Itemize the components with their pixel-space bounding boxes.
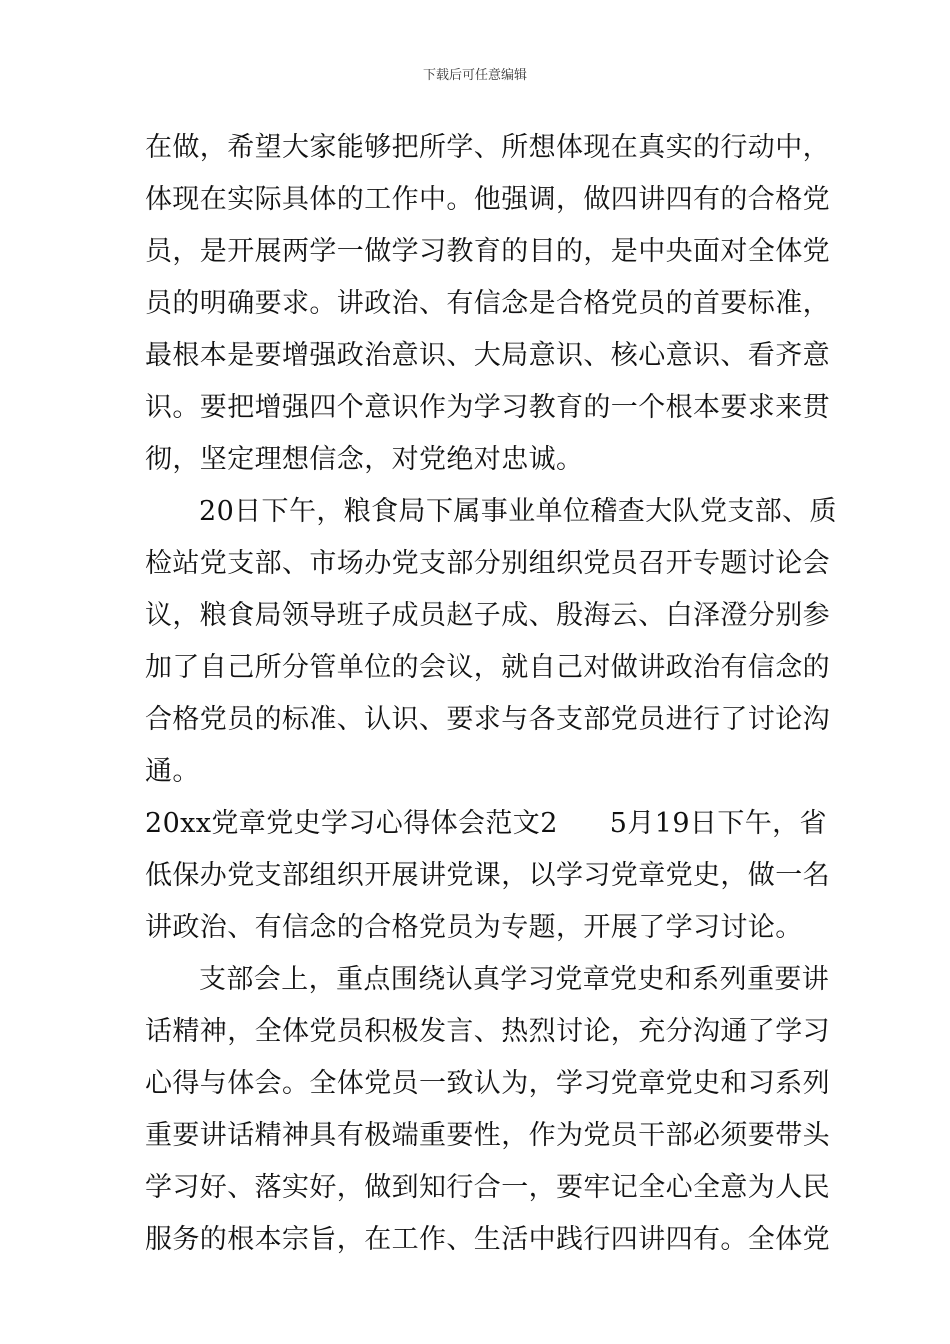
text-line: 重要讲话精神具有极端重要性，作为党员干部必须要带头 xyxy=(145,1120,830,1151)
text-line: 检站党支部、市场办党支部分别组织党员召开专题讨论会 xyxy=(145,548,830,579)
text-line: 在做，希望大家能够把所学、所想体现在真实的行动中， xyxy=(145,132,830,163)
text-line: 学习好、落实好，做到知行合一，要牢记全心全意为人民 xyxy=(145,1172,830,1203)
text-line: 通。 xyxy=(145,756,200,787)
text-line: 员，是开展两学一做学习教育的目的，是中央面对全体党 xyxy=(145,236,830,267)
page-header: 下载后可任意编辑 xyxy=(422,68,527,83)
text-line: 20日下午，粮食局下属事业单位稽查大队党支部、质 xyxy=(199,496,837,527)
text-line: 议，粮食局领导班子成员赵子成、殷海云、白泽澄分别参 xyxy=(145,600,830,631)
text-line: 彻，坚定理想信念，对党绝对忠诚。 xyxy=(145,444,584,475)
text-line: 加了自己所分管单位的会议，就自己对做讲政治有信念的 xyxy=(145,652,830,683)
text-line: 员的明确要求。讲政治、有信念是合格党员的首要标准， xyxy=(145,288,830,319)
text-line: 讲政治、有信念的合格党员为专题，开展了学习讨论。 xyxy=(145,912,803,943)
text-line: 合格党员的标准、认识、要求与各支部党员进行了讨论沟 xyxy=(145,704,830,735)
text-line: 心得与体会。全体党员一致认为，学习党章党史和习系列 xyxy=(145,1068,830,1099)
section-title: 20xx党章党史学习心得体会范文2 xyxy=(145,808,558,839)
section-title-line xyxy=(145,807,827,841)
text-line-tail: 5月19日下午，省 xyxy=(609,808,827,839)
text-line: 体现在实际具体的工作中。他强调，做四讲四有的合格党 xyxy=(145,184,830,215)
text-line: 支部会上，重点围绕认真学习党章党史和系列重要讲 xyxy=(199,964,830,995)
text-line: 最根本是要增强政治意识、大局意识、核心意识、看齐意 xyxy=(145,340,830,371)
text-line: 低保办党支部组织开展讲党课，以学习党章党史，做一名 xyxy=(145,860,830,891)
text-line: 识。要把增强四个意识作为学习教育的一个根本要求来贯 xyxy=(145,392,830,423)
text-line: 话精神，全体党员积极发言、热烈讨论，充分沟通了学习 xyxy=(145,1016,830,1047)
text-line: 服务的根本宗旨，在工作、生活中践行四讲四有。全体党 xyxy=(145,1224,830,1255)
